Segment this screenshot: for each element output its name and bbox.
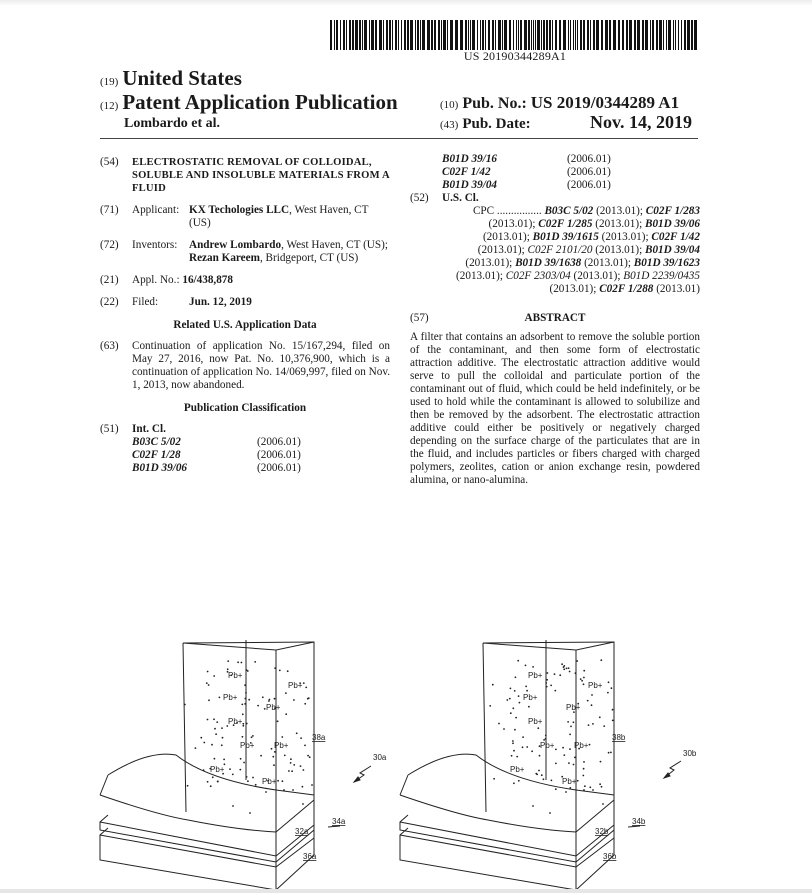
inventor-1: Andrew Lombardo — [189, 239, 282, 251]
cpc-code: B01D 39/1623 — [633, 257, 700, 269]
title-entry: (54) ELECTROSTATIC REMOVAL OF COLLOIDAL, SOLUBLE AND INSOLUBLE MATERIALS FROM A FLUID — [100, 156, 390, 194]
cpc-code: B01D 39/04 — [644, 244, 700, 256]
int-cl-entry: (51) Int. Cl. B03C 5/02 (2006.01) C02F 1/28 (2006.01) B01D 39/06 (2006.01) — [100, 423, 301, 474]
abstract-heading: ABSTRACT — [524, 312, 586, 324]
filed-entry: (22) Filed: Jun. 12, 2019 — [100, 296, 252, 308]
svg-text:Pb+: Pb+ — [528, 671, 543, 680]
figure-30a — [98, 630, 398, 890]
svg-text:Pb+: Pb+ — [240, 741, 255, 750]
filter-drawing-a — [98, 630, 398, 890]
label-38b: 38b — [612, 733, 626, 742]
svg-text:Pb+: Pb+ — [562, 777, 577, 786]
patent-title: ELECTROSTATIC REMOVAL OF COLLOIDAL, SOLUBLE AND INSOLUBLE MATERIALS FROM A FLUID — [132, 157, 390, 194]
cpc-code: B01D 39/06 — [644, 218, 700, 230]
label-38a: 38a — [312, 733, 326, 742]
barcode-number: US 20190344289A1 — [463, 49, 567, 63]
svg-text:Pb+: Pb+ — [540, 741, 555, 750]
cpc-code: C02F 1/288 — [599, 283, 654, 295]
page-top-shade — [0, 0, 812, 6]
label-34b: 34b — [632, 817, 646, 826]
country: United States — [122, 66, 242, 90]
appl-no: 16/438,878 — [182, 274, 233, 286]
svg-text:Pb+: Pb+ — [228, 717, 243, 726]
svg-text:Pb+: Pb+ — [574, 741, 589, 750]
filter-drawing-b — [398, 630, 698, 890]
pub-date: Nov. 14, 2019 — [590, 112, 693, 132]
cpc-code: C02F 2303/04 — [505, 270, 571, 282]
svg-text:Pb+: Pb+ — [228, 671, 243, 680]
inventor-2: Rezan Kareem — [189, 252, 260, 264]
continuation-text: Continuation of application No. 15/167,294, filed on May 27, 2016, now Pat. No. 10,376,900, which is a continuation of application No. 14/069,997, filed on Nov. 1, 2013, now abandoned. — [132, 340, 390, 391]
pub-date-label: (43) Pub. Date: — [440, 116, 531, 132]
cpc-code: C02F 1/285 — [538, 218, 593, 230]
header-divider — [100, 138, 698, 139]
filed-date: Jun. 12, 2019 — [189, 296, 252, 308]
abstract-text: A filter that contains an adsorbent to remove the soluble portion of the contaminant, and then some form of electrostatic attraction additive. The electrostatic attraction additive would serve to pull the colloidal and particulate portion of the contaminant out of fluid, which could be held indefinitely, or be used to hold while the contaminant is allowed to solubilize and then be removed by the adsorbent. The electrostatic attraction additive could either be positively or negatively charged depending on the surface charge of the particulates that are in the fluid, and includes particles or fibers charged with charged polymers, zeolites, cation or anion exchange resin, powdered alumina, or nano-alumina. — [410, 331, 700, 486]
cpc-code: C02F 2101/20 — [527, 244, 593, 256]
label-32b: 32b — [595, 827, 609, 836]
label-34a: 34a — [332, 817, 346, 826]
applicant-entry: (71) Applicant: KX Techologies LLC, West Haven, CT (US) — [100, 204, 369, 229]
label-30a: 30a — [373, 753, 387, 762]
svg-text:Pb+: Pb+ — [588, 681, 603, 690]
svg-text:Pb+: Pb+ — [210, 765, 225, 774]
authors: Lombardo et al. — [124, 116, 221, 131]
svg-text:Pb+: Pb+ — [262, 777, 277, 786]
publication-classification-heading: Publication Classification — [183, 402, 307, 414]
svg-text:Pb+: Pb+ — [266, 703, 281, 712]
abstract-heading-row: (57) ABSTRACT — [410, 312, 700, 325]
svg-text:Pb+: Pb+ — [528, 717, 543, 726]
publication-type-heading — [100, 90, 398, 115]
left-column — [100, 156, 390, 484]
cpc-code: B01D 2239/0435 — [623, 270, 700, 282]
right-column — [410, 153, 700, 487]
continuation-entry: (63) Continuation of application No. 15/167,294, filed on May 27, 2016, now Pat. No. 10,376,900, which is a continuation of application No. 14/069,997, filed on Nov. 1, 2013, now abandoned. — [100, 340, 390, 391]
pub-number-value: US 2019/0344289 A1 — [530, 93, 680, 112]
applicant-name: KX Techologies LLC — [189, 204, 290, 216]
pub-number: (10) Pub. No.: US 2019/0344289 A1 — [440, 93, 680, 112]
label-32a: 32a — [295, 827, 309, 836]
us-cl-entry: (52) U.S. Cl. CPC ................ B03C 5/02 (2013.01); C02F 1/283 (2013.01); C02F 1/285 (2013.01); B01D 39/06 (2013.01); B01D 39/1615 (2013.01); C02F 1/42 (2013.01); C02F 2101/20 (2013.01); B01D 39/04 (2013.01); B01D 39/1638 (2013.01); B01D 39/1623 (2013.01); C02F 2303/04 (2013.01); B01D 2239/0435 (2013.01); C02F 1/288 (2013.01) — [410, 192, 700, 295]
cpc-code: B01D 39/1638 — [515, 257, 582, 269]
country-heading — [100, 66, 242, 91]
svg-text:Pb+: Pb+ — [510, 765, 525, 774]
svg-text:Pb+: Pb+ — [566, 703, 581, 712]
cpc-code: C02F 1/42 — [651, 231, 700, 243]
publication-type: Patent Application Publication — [122, 90, 398, 114]
cpc-classifications: CPC ................ B03C 5/02 (2013.01); C02F 1/283 (2013.01); C02F 1/285 (2013.01); B01D 39/06 (2013.01); B01D 39/1615 (2013.01); C02F 1/42 (2013.01); C02F 2101/20 (2013.01); B01D 39/04 (2013.01); B01D 39/1638 (2013.01); B01D 39/1623 (2013.01); C02F 2303/04 (2013.01); B01D 2239/0435 (2013.01); C02F 1/288 (2013.01) — [456, 205, 700, 295]
svg-text:Pb+: Pb+ — [223, 693, 238, 702]
country-code: (19) — [100, 76, 119, 88]
figure-30b — [398, 630, 698, 890]
inventors-entry: (72) Inventors: Andrew Lombardo, West Haven, CT (US); Rezan Kareem, Bridgeport, CT (US) — [100, 239, 388, 264]
cpc-code: B01D 39/1615 — [532, 231, 599, 243]
svg-text:Pb+: Pb+ — [288, 681, 303, 690]
cpc-code: B03C 5/02 — [544, 205, 594, 217]
svg-text:Pb+: Pb+ — [523, 693, 538, 702]
barcode — [330, 20, 700, 50]
label-36b: 36b — [603, 852, 617, 861]
svg-text:Pb+: Pb+ — [274, 741, 289, 750]
label-30b: 30b — [683, 749, 697, 758]
appl-no-entry: (21) Appl. No.: 16/438,878 — [100, 274, 233, 286]
label-36a: 36a — [303, 852, 317, 861]
page-bottom-edge — [0, 889, 812, 893]
int-cl-continued: B01D 39/16 (2006.01) C02F 1/42 (2006.01) B01D 39/04 (2006.01) — [442, 153, 611, 191]
type-code: (12) — [100, 100, 119, 112]
cpc-code: C02F 1/283 — [645, 205, 700, 217]
related-data-heading: Related U.S. Application Data — [173, 319, 317, 331]
